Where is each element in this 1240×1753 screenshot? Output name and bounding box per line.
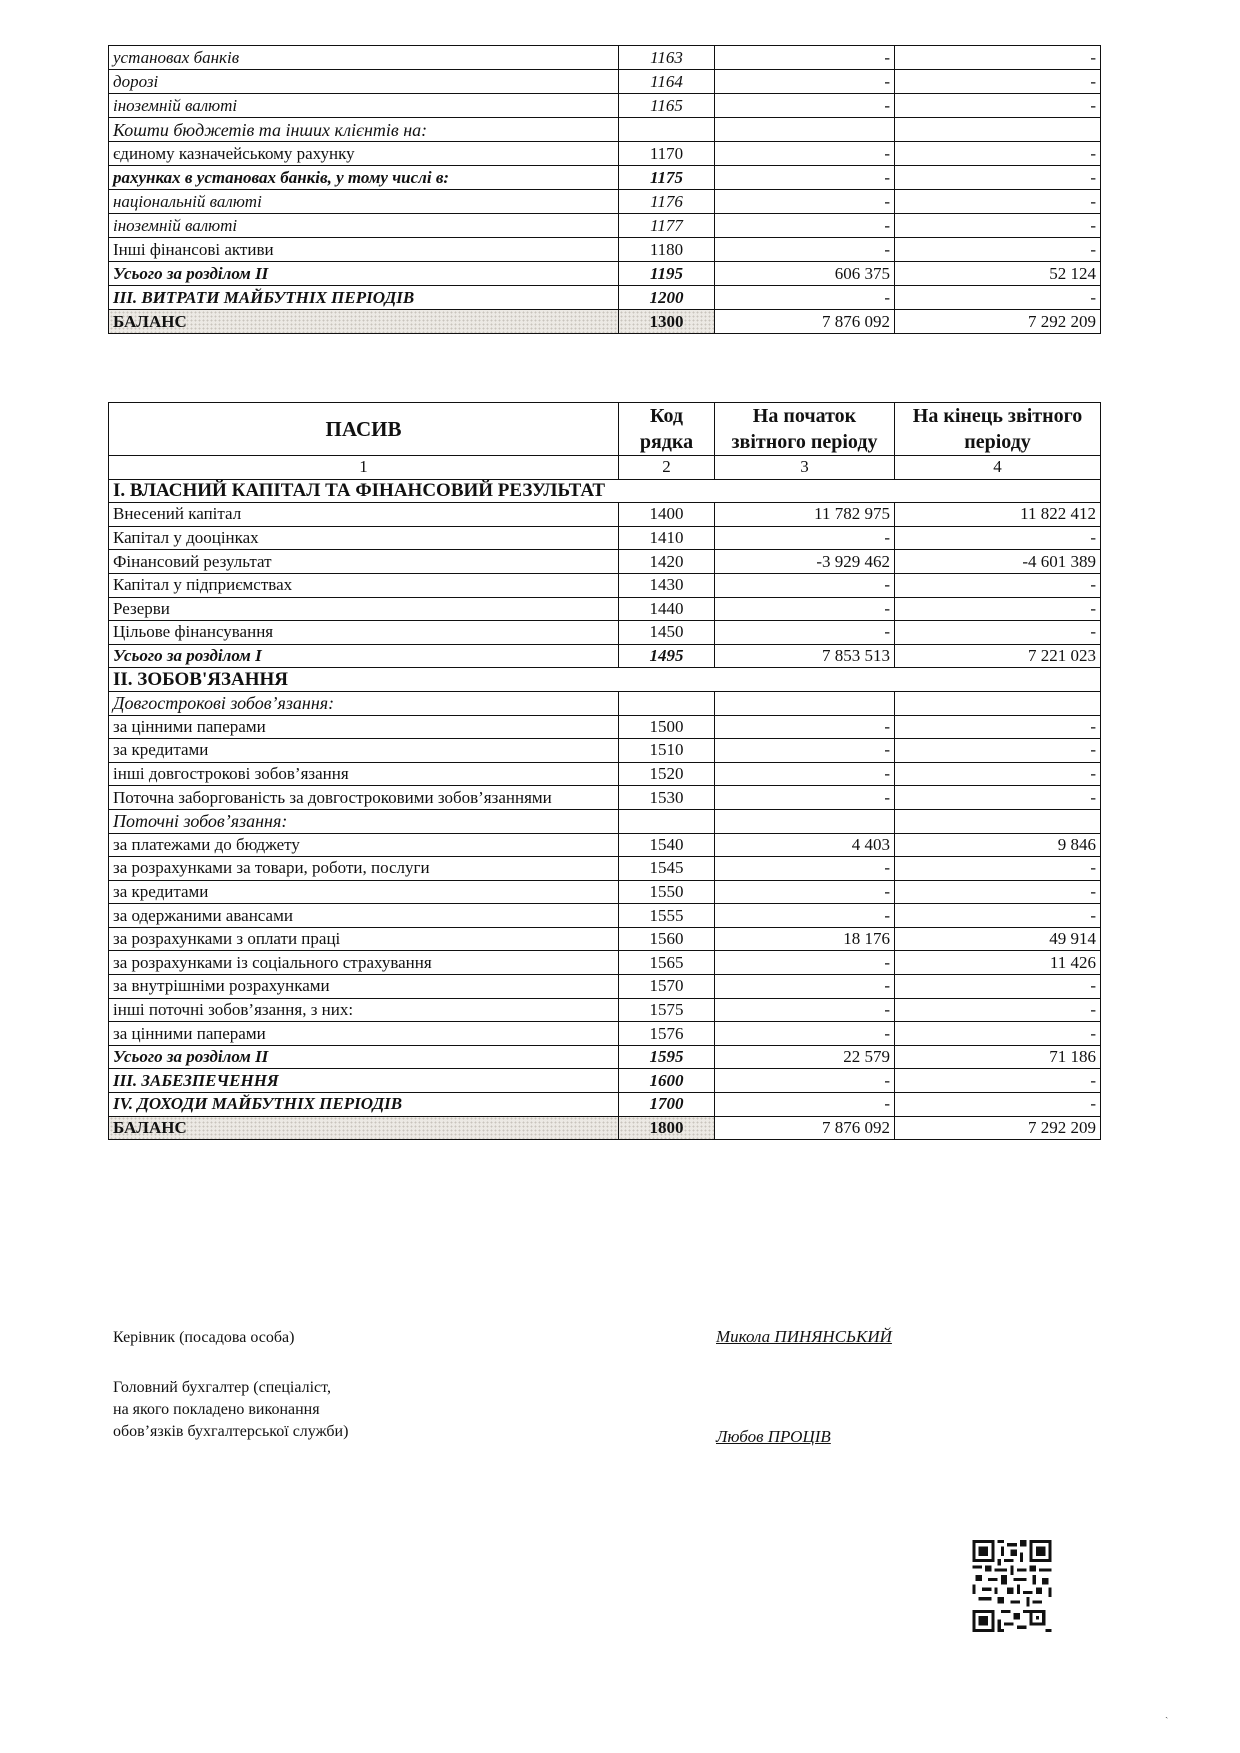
row-end-value: - [895, 762, 1101, 786]
column-number: 4 [895, 456, 1101, 480]
row-start-value: - [715, 214, 895, 238]
qr-code-icon [972, 1540, 1052, 1632]
row-code: 1175 [619, 166, 715, 190]
row-start-value: - [715, 880, 895, 904]
table-row [109, 573, 1101, 597]
liabilities-table [108, 402, 1101, 1140]
row-name: за розрахунками з оплати праці [109, 927, 619, 951]
table-row [109, 786, 1101, 810]
row-end-value: 71 186 [895, 1045, 1101, 1069]
row-start-value: - [715, 238, 895, 262]
row-name: за розрахунками із соціального страхування [109, 951, 619, 975]
row-start-value: -3 929 462 [715, 550, 895, 574]
table-row [109, 1022, 1101, 1046]
row-name: за одержаними авансами [109, 904, 619, 928]
row-code: 1530 [619, 786, 715, 810]
row-code: 1500 [619, 715, 715, 739]
table-row [109, 621, 1101, 645]
row-code: 1164 [619, 70, 715, 94]
row-code: 1565 [619, 951, 715, 975]
row-start-value: - [715, 998, 895, 1022]
row-code: 1177 [619, 214, 715, 238]
section-total-row [109, 644, 1101, 668]
row-end-value: - [895, 597, 1101, 621]
row-start-value: - [715, 762, 895, 786]
row-end-value: - [895, 573, 1101, 597]
table-row [109, 1093, 1101, 1117]
row-code: 1450 [619, 621, 715, 645]
row-code: 1400 [619, 503, 715, 527]
row-code: 1560 [619, 927, 715, 951]
table-row [109, 166, 1101, 190]
table-row [109, 526, 1101, 550]
row-end-value: 52 124 [895, 262, 1101, 286]
row-start-value: - [715, 904, 895, 928]
row-end-value: 7 292 209 [895, 310, 1101, 334]
row-code: 1540 [619, 833, 715, 857]
row-code: 1440 [619, 597, 715, 621]
row-code: 1555 [619, 904, 715, 928]
table-row [109, 998, 1101, 1022]
table-row [109, 286, 1101, 310]
row-code: 1600 [619, 1069, 715, 1093]
row-name: національній валюті [109, 190, 619, 214]
row-start-value: - [715, 975, 895, 999]
section-title: II. ЗОБОВ'ЯЗАННЯ [109, 668, 1101, 692]
table-row [109, 975, 1101, 999]
row-start-value [715, 809, 895, 833]
table-row [109, 715, 1101, 739]
column-number: 1 [109, 456, 619, 480]
row-start-value: 22 579 [715, 1045, 895, 1069]
scan-mark: ˎ [1165, 1708, 1169, 1719]
row-end-value: - [895, 998, 1101, 1022]
director-name: Микола ПИНЯНСЬКИЙ [716, 1327, 892, 1346]
row-start-value: - [715, 715, 895, 739]
row-code: 1800 [619, 1116, 715, 1140]
row-code: 1570 [619, 975, 715, 999]
row-end-value: 9 846 [895, 833, 1101, 857]
row-end-value: - [895, 238, 1101, 262]
row-end-value: - [895, 46, 1101, 70]
column-number-row [109, 456, 1101, 480]
table-row [109, 190, 1101, 214]
row-start-value [715, 118, 895, 142]
row-code [619, 118, 715, 142]
row-start-value: - [715, 142, 895, 166]
accountant-label-line: обов’язків бухгалтерської служби) [113, 1423, 349, 1440]
row-end-value: - [895, 1022, 1101, 1046]
row-name: за платежами до бюджету [109, 833, 619, 857]
row-start-value: 11 782 975 [715, 503, 895, 527]
row-start-value: - [715, 739, 895, 763]
row-name: за розрахунками за товари, роботи, послуги [109, 857, 619, 881]
row-end-value: - [895, 904, 1101, 928]
row-start-value: - [715, 857, 895, 881]
accountant-label-line: на якого покладено виконання [113, 1401, 320, 1418]
row-start-value: - [715, 1022, 895, 1046]
row-name: III. ВИТРАТИ МАЙБУТНІХ ПЕРІОДІВ [109, 286, 619, 310]
row-name: IV. ДОХОДИ МАЙБУТНІХ ПЕРІОДІВ [109, 1093, 619, 1117]
table-row [109, 857, 1101, 881]
row-name: Резерви [109, 597, 619, 621]
row-name: Капітал у підприємствах [109, 573, 619, 597]
row-end-value: - [895, 880, 1101, 904]
table-row [109, 142, 1101, 166]
liabilities-table-body [109, 403, 1101, 1140]
table-row [109, 951, 1101, 975]
row-start-value: - [715, 597, 895, 621]
section-total-row [109, 262, 1101, 286]
row-start-value: - [715, 526, 895, 550]
accountant-name: Любов ПРОЦІВ [716, 1427, 831, 1446]
row-code: 1300 [619, 310, 715, 334]
row-name: Поточна заборгованість за довгостроковими зобов’язаннями [109, 786, 619, 810]
row-name: єдиному казначейському рахунку [109, 142, 619, 166]
row-start-value: - [715, 94, 895, 118]
row-end-value: - [895, 975, 1101, 999]
row-code: 1430 [619, 573, 715, 597]
row-start-value: - [715, 573, 895, 597]
row-name: Кошти бюджетів та інших клієнтів на: [109, 118, 619, 142]
row-code [619, 809, 715, 833]
row-name: за цінними паперами [109, 1022, 619, 1046]
row-end-value: - [895, 70, 1101, 94]
row-end-value: - [895, 190, 1101, 214]
row-code: 1420 [619, 550, 715, 574]
row-name: Усього за розділом I [109, 644, 619, 668]
row-start-value: 4 403 [715, 833, 895, 857]
table-row [109, 46, 1101, 70]
row-name: Поточні зобов’язання: [109, 809, 619, 833]
row-name: за кредитами [109, 739, 619, 763]
section-total-row [109, 1045, 1101, 1069]
accountant-label-line: Головний бухгалтер (спеціаліст, [113, 1379, 331, 1396]
row-end-value: 11 426 [895, 951, 1101, 975]
column-number: 3 [715, 456, 895, 480]
row-start-value: - [715, 621, 895, 645]
table-header-row [109, 403, 1101, 456]
section-heading-equity [109, 479, 1101, 503]
row-start-value: - [715, 190, 895, 214]
accountant-label [113, 1377, 348, 1443]
row-name: Інші фінансові активи [109, 238, 619, 262]
row-code: 1176 [619, 190, 715, 214]
row-code: 1410 [619, 526, 715, 550]
table-row [109, 904, 1101, 928]
row-code: 1520 [619, 762, 715, 786]
table-row-subheading [109, 809, 1101, 833]
table-row [109, 880, 1101, 904]
row-name: БАЛАНС [109, 1116, 619, 1140]
header-row-code: Код рядка [619, 403, 715, 456]
row-start-value: - [715, 46, 895, 70]
row-start-value: - [715, 286, 895, 310]
section-heading-liabilities [109, 668, 1101, 692]
header-pasyv: ПАСИВ [109, 403, 619, 456]
table-row [109, 597, 1101, 621]
row-end-value: -4 601 389 [895, 550, 1101, 574]
row-start-value: 7 876 092 [715, 1116, 895, 1140]
row-name: установах банків [109, 46, 619, 70]
row-start-value: - [715, 786, 895, 810]
row-name: іноземній валюті [109, 94, 619, 118]
assets-table-body [109, 46, 1101, 334]
row-code: 1510 [619, 739, 715, 763]
table-row [109, 70, 1101, 94]
table-row [109, 94, 1101, 118]
row-end-value: - [895, 142, 1101, 166]
row-name: III. ЗАБЕЗПЕЧЕННЯ [109, 1069, 619, 1093]
assets-table [108, 45, 1101, 334]
row-code: 1200 [619, 286, 715, 310]
row-end-value: - [895, 526, 1101, 550]
row-start-value: 18 176 [715, 927, 895, 951]
row-code: 1495 [619, 644, 715, 668]
row-name: Усього за розділом II [109, 262, 619, 286]
row-name: рахунках в установах банків, у тому числі в: [109, 166, 619, 190]
column-number: 2 [619, 456, 715, 480]
row-end-value: 7 221 023 [895, 644, 1101, 668]
row-name: за кредитами [109, 880, 619, 904]
row-name: БАЛАНС [109, 310, 619, 334]
row-name: Довгострокові зобов’язання: [109, 691, 619, 715]
table-row [109, 238, 1101, 262]
balance-row [109, 1116, 1101, 1140]
section-title: I. ВЛАСНИЙ КАПІТАЛ ТА ФІНАНСОВИЙ РЕЗУЛЬТАТ [109, 479, 1101, 503]
table-row [109, 833, 1101, 857]
row-start-value: - [715, 1093, 895, 1117]
table-row [109, 1069, 1101, 1093]
row-start-value: 7 876 092 [715, 310, 895, 334]
row-code: 1195 [619, 262, 715, 286]
row-end-value: 7 292 209 [895, 1116, 1101, 1140]
table-row [109, 550, 1101, 574]
row-name: Фінансовий результат [109, 550, 619, 574]
table-row [109, 739, 1101, 763]
row-end-value [895, 809, 1101, 833]
table-row [109, 214, 1101, 238]
row-name: за внутрішніми розрахунками [109, 975, 619, 999]
row-end-value: - [895, 166, 1101, 190]
row-end-value: - [895, 739, 1101, 763]
row-start-value: - [715, 166, 895, 190]
row-end-value: - [895, 286, 1101, 310]
row-code: 1576 [619, 1022, 715, 1046]
row-start-value: 7 853 513 [715, 644, 895, 668]
row-name: інші довгострокові зобов’язання [109, 762, 619, 786]
row-end-value [895, 691, 1101, 715]
row-start-value: 606 375 [715, 262, 895, 286]
row-name: за цінними паперами [109, 715, 619, 739]
row-start-value: - [715, 951, 895, 975]
row-name: інші поточні зобов’язання, з них: [109, 998, 619, 1022]
row-end-value: - [895, 715, 1101, 739]
balance-row [109, 310, 1101, 334]
row-name: Внесений капітал [109, 503, 619, 527]
row-name: дорозі [109, 70, 619, 94]
header-period-end: На кінець звітного періоду [895, 403, 1101, 456]
row-code: 1170 [619, 142, 715, 166]
row-start-value: - [715, 1069, 895, 1093]
table-row [109, 927, 1101, 951]
row-end-value: - [895, 857, 1101, 881]
row-code: 1545 [619, 857, 715, 881]
row-end-value: 49 914 [895, 927, 1101, 951]
row-name: Цільове фінансування [109, 621, 619, 645]
row-end-value: - [895, 1069, 1101, 1093]
row-code [619, 691, 715, 715]
row-end-value: 11 822 412 [895, 503, 1101, 527]
table-row [109, 762, 1101, 786]
header-period-start: На початок звітного періоду [715, 403, 895, 456]
row-end-value: - [895, 786, 1101, 810]
table-row [109, 503, 1101, 527]
row-end-value: - [895, 214, 1101, 238]
row-start-value: - [715, 70, 895, 94]
row-code: 1180 [619, 238, 715, 262]
row-code: 1575 [619, 998, 715, 1022]
row-code: 1595 [619, 1045, 715, 1069]
director-label: Керівник (посадова особа) [113, 1329, 295, 1346]
row-end-value: - [895, 94, 1101, 118]
row-name: Усього за розділом II [109, 1045, 619, 1069]
table-row-subheading [109, 118, 1101, 142]
row-name: Капітал у дооцінках [109, 526, 619, 550]
row-end-value [895, 118, 1101, 142]
row-start-value [715, 691, 895, 715]
row-code: 1165 [619, 94, 715, 118]
row-code: 1163 [619, 46, 715, 70]
row-end-value: - [895, 621, 1101, 645]
row-code: 1550 [619, 880, 715, 904]
row-end-value: - [895, 1093, 1101, 1117]
row-code: 1700 [619, 1093, 715, 1117]
row-name: іноземній валюті [109, 214, 619, 238]
table-row-subheading [109, 691, 1101, 715]
